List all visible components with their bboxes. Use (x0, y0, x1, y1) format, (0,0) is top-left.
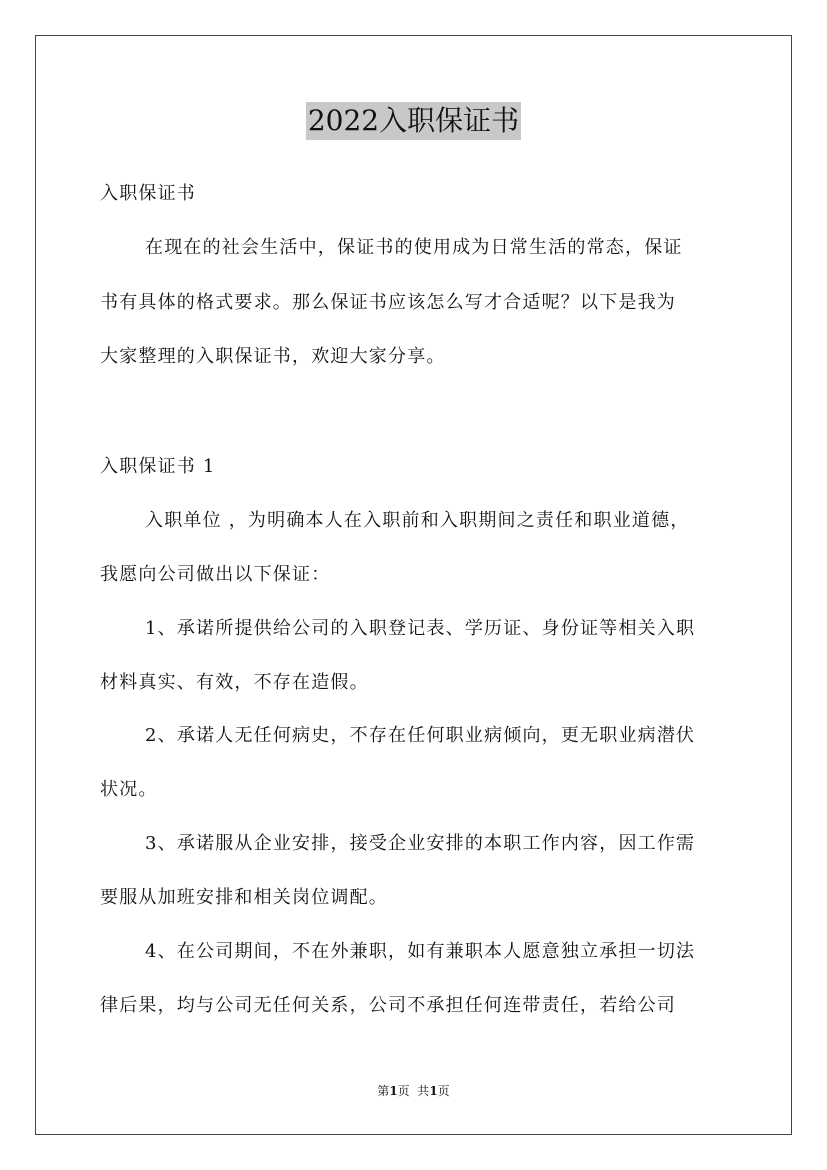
body-line: 我愿向公司做出以下保证： (100, 564, 331, 585)
page-footer (0, 1083, 827, 1099)
body-line: 4、在公司期间，不在外兼职，如有兼职本人愿意独立承担一切法 (145, 941, 696, 962)
footer-total-pages: 1 (429, 1084, 438, 1098)
body-line: 3、承诺服从企业安排，接受企业安排的本职工作内容，因工作需 (145, 833, 696, 854)
body-line: 入职单位 ，为明确本人在入职前和入职期间之责任和职业道德， (145, 510, 690, 531)
intro-line: 在现在的社会生活中，保证书的使用成为日常生活的常态，保证 (145, 237, 683, 258)
intro-line: 书有具体的格式要求。那么保证书应该怎么写才合适呢？以下是我为 (100, 292, 676, 313)
body-line: 材料真实、有效，不存在造假。 (100, 672, 369, 693)
body-line: 状况。 (100, 779, 158, 800)
footer-page-suffix: 页 (437, 1084, 450, 1098)
footer-page-prefix: 第 (377, 1084, 390, 1098)
footer-page-number: 1 (389, 1084, 398, 1098)
body-line: 要服从加班安排和相关岗位调配。 (100, 887, 388, 908)
document-heading: 入职保证书 (100, 183, 196, 204)
title-container (0, 102, 827, 140)
footer-page-mid: 页 共 (397, 1084, 430, 1098)
body-line: 1、承诺所提供给公司的入职登记表、学历证、身份证等相关入职 (145, 618, 696, 639)
document-title: 2022入职保证书 (306, 102, 521, 140)
intro-line: 大家整理的入职保证书，欢迎大家分享。 (100, 346, 446, 367)
body-line: 律后果，均与公司无任何关系，公司不承担任何连带责任，若给公司 (100, 995, 676, 1016)
body-line: 2、承诺人无任何病史，不存在任何职业病倾向，更无职业病潜伏 (145, 725, 696, 746)
section-heading: 入职保证书 1 (100, 456, 216, 477)
